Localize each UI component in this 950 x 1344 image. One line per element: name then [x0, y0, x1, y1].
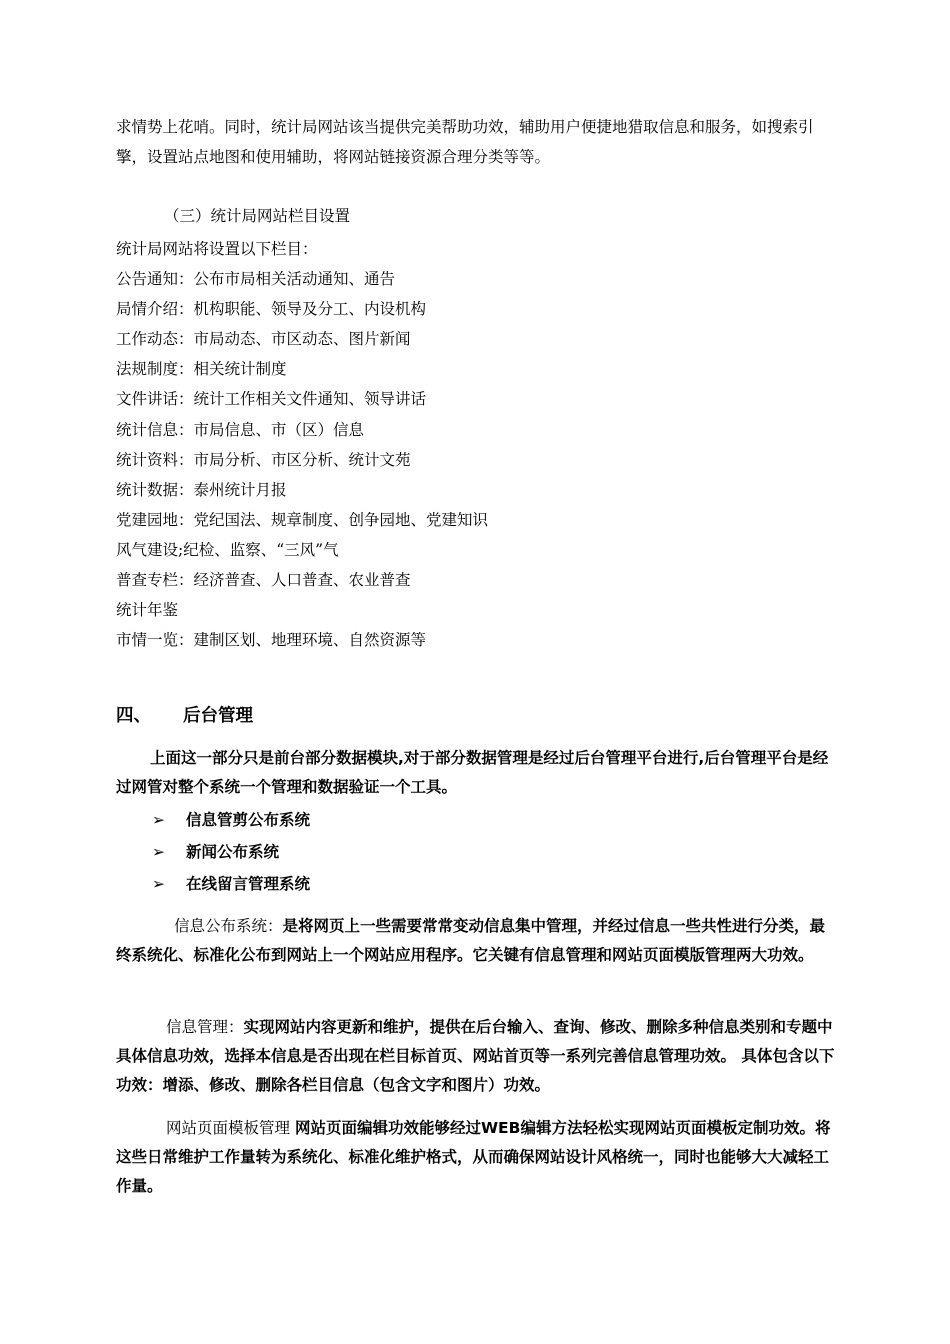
- column-list: [116, 234, 488, 655]
- list-item: 统计年鉴: [116, 601, 179, 620]
- list-item: 统计局网站将设置以下栏目：: [116, 240, 318, 258]
- list-item: 工作动态：市局动态、市区动态、图片新闻: [116, 330, 411, 349]
- list-item: 统计信息：市局信息、市（区）信息: [116, 420, 365, 439]
- info-publish-paragraph: 信息公布系统：是将网页上一些需要常常变动信息集中管理，并经过信息一些共性进行分类，最终系统化、标准化公布到网站上一个网站应用程序。它关键有信息管理和网站页面模版管理两大功效。: [116, 917, 826, 964]
- arrow-bullet-icon: ➢: [152, 843, 165, 861]
- intro-paragraph: 求情势上花哨。同时，统计局网站该当提供完美帮助功效，辅助用户便捷地猎取信息和服务，如搜索引擎，设置站点地图和使用辅助，将网站链接资源合理分类等等。: [116, 118, 814, 166]
- list-item: 党建园地：党纪国法、规章制度、创争园地、党建知识: [116, 510, 489, 529]
- list-item: 公告通知：公布市局相关活动通知、通告: [116, 270, 396, 289]
- backend-intro-paragraph: 上面这一部分只是前台部分数据模块,对于部分数据管理是经过后台管理平台进行,后台管理平台是经过网管对整个系统一个管理和数据验证一个工具。: [116, 749, 829, 796]
- section-3-heading: （三）统计局网站栏目设置: [164, 207, 351, 225]
- list-item: ➢ 新闻公布系统: [152, 836, 310, 868]
- info-manage-paragraph: 信息管理：实现网站内容更新和维护，提供在后台输入、查询、修改、删除多种信息类别和专题中具体信息功效，选择本信息是否出现在栏目标首页、网站首页等一系列完善信息管理功效。 具体包含以下功效：增添、修改、删除各栏目信息（包含文字和图片）功效。: [116, 1018, 835, 1094]
- list-item: 统计资料：市局分析、市区分析、统计文苑: [116, 450, 411, 469]
- info-manage-lead: 信息管理：: [166, 1018, 244, 1036]
- template-manage-paragraph: 网站页面模板管理 网站页面编辑功效能够经过WEB编辑方法轻松实现网站页面模板定制功效。将这些日常维护工作量转为系统化、标准化维护格式，从而确保网站设计风格统一，同时也能够大大减轻工作量。: [116, 1119, 831, 1195]
- list-item: 局情介绍：机构职能、领导及分工、内设机构: [116, 300, 427, 319]
- list-item: 风气建设;纪检、监察、“三风”气: [116, 540, 339, 559]
- arrow-bullet-icon: ➢: [152, 875, 165, 893]
- list-item: ➢ 信息管剪公布系统: [152, 804, 310, 836]
- list-item: 普查专栏：经济普查、人口普查、农业普查: [116, 571, 411, 590]
- arrow-bullet-icon: ➢: [152, 811, 165, 829]
- section-4-number: 四、: [116, 706, 151, 726]
- list-item: ➢ 在线留言管理系统: [152, 868, 310, 900]
- template-manage-lead: 网站页面模板管理: [166, 1119, 295, 1137]
- list-item: 统计数据：泰州统计月报: [116, 480, 287, 499]
- section-4-title: 后台管理: [183, 706, 253, 726]
- list-item: 市情一览：建制区划、地理环境、自然资源等: [116, 631, 427, 650]
- backend-system-list: [152, 804, 310, 900]
- list-item: 法规制度：相关统计制度: [116, 360, 287, 379]
- section-4-heading: [116, 702, 253, 730]
- info-publish-lead: 信息公布系统：: [174, 917, 283, 935]
- list-item: 文件讲话：统计工作相关文件通知、领导讲话: [116, 390, 427, 409]
